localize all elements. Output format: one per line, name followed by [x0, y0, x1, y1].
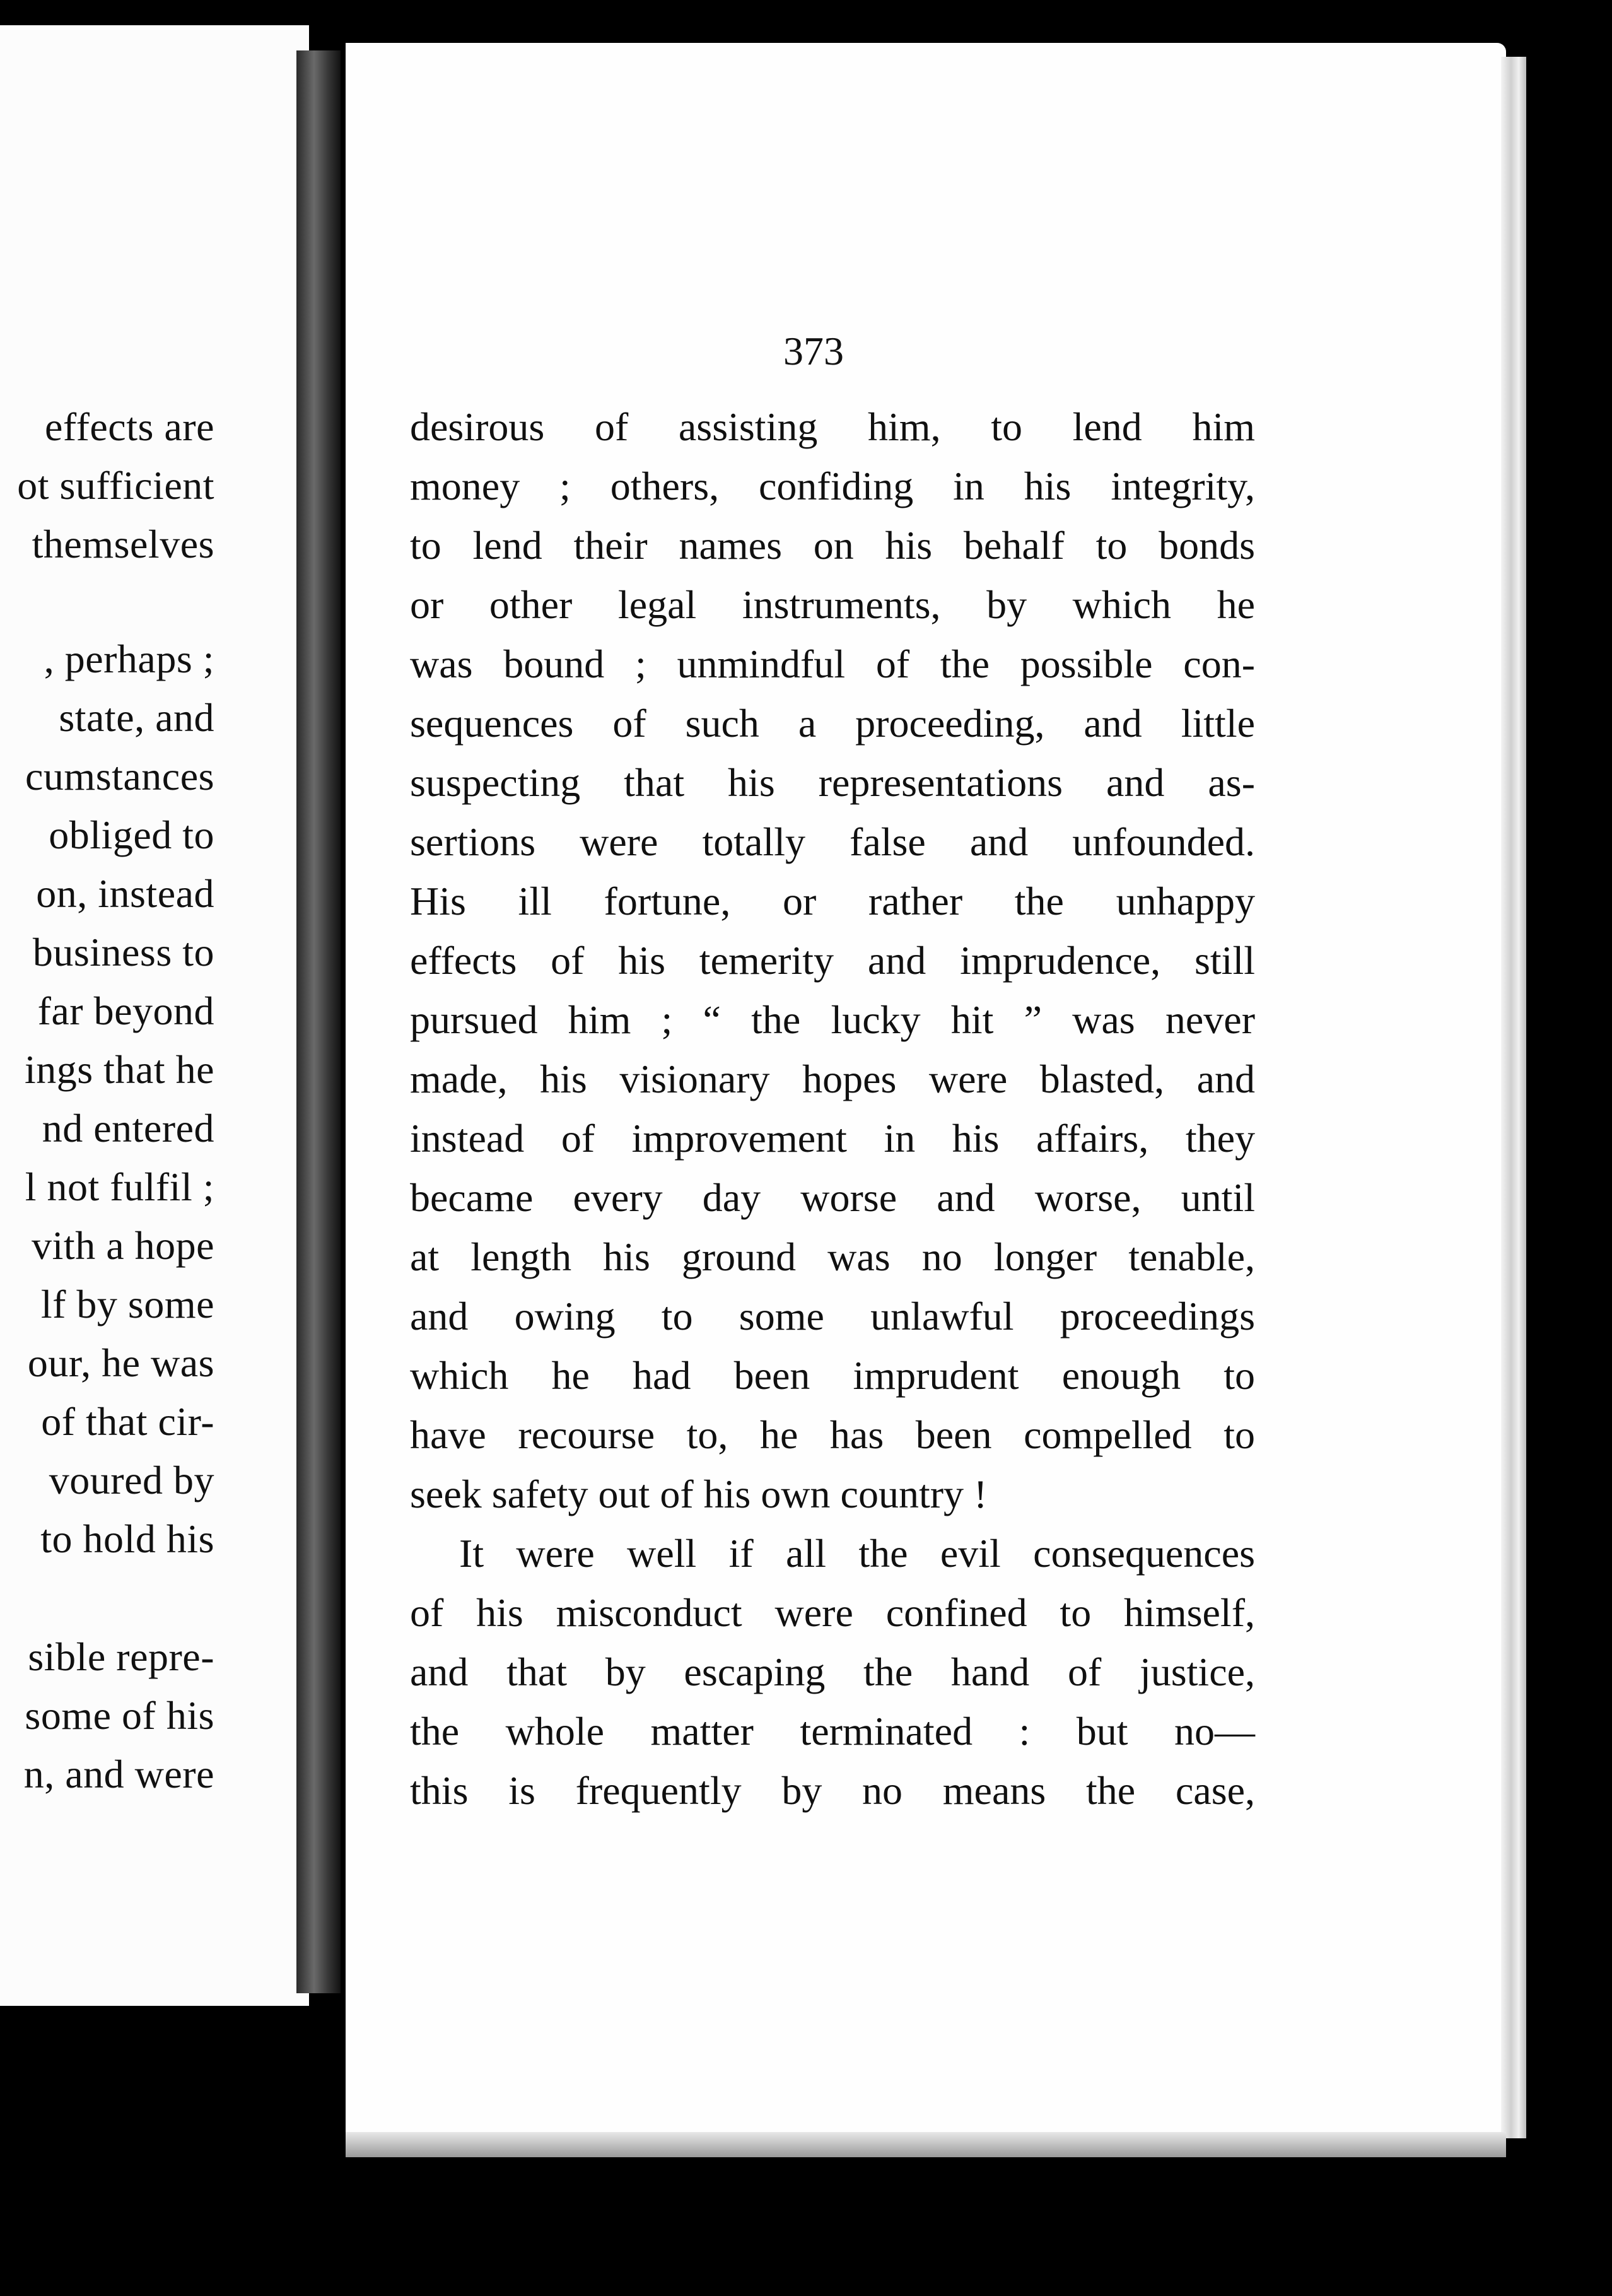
left-page-line: effects are — [45, 404, 214, 449]
left-page-line: voured by — [49, 1458, 214, 1502]
text-line: pursued him ; “ the lucky hit ” was never — [410, 997, 1255, 1042]
left-page-line: nd entered — [42, 1106, 214, 1151]
text-line: this is frequently by no means the case, — [410, 1768, 1255, 1813]
left-page-line: on, instead — [36, 871, 214, 916]
text-line: It were well if all the evil consequences — [459, 1531, 1255, 1576]
left-page-line: lf by some — [40, 1282, 214, 1327]
left-page-line: business to — [32, 930, 214, 975]
text-line: was bound ; unmindful of the possible con- — [410, 641, 1255, 686]
left-page-line: our, he was — [27, 1340, 214, 1385]
text-line: at length his ground was no longer tenable, — [410, 1234, 1255, 1279]
text-line: of his misconduct were confined to himself, — [410, 1590, 1255, 1635]
text-line: seek safety out of his own country ! — [410, 1472, 988, 1516]
text-line: suspecting that his representations and as- — [410, 760, 1255, 805]
left-page-line: obliged to — [49, 812, 214, 857]
text-line: became every day worse and worse, until — [410, 1175, 1255, 1220]
text-line: sertions were totally false and unfounded. — [410, 819, 1255, 864]
page-number: 373 — [783, 329, 844, 373]
left-page-line: far beyond — [37, 988, 214, 1033]
text-line: money ; others, confiding in his integrity, — [410, 464, 1255, 508]
left-page-line: n, and were — [23, 1752, 214, 1796]
text-line: have recourse to, he has been compelled to — [410, 1412, 1255, 1457]
text-line: which he had been imprudent enough to — [410, 1353, 1255, 1398]
body-text — [410, 397, 1255, 1820]
text-line: and owing to some unlawful proceedings — [410, 1294, 1255, 1338]
text-line: to lend their names on his behalf to bonds — [410, 523, 1255, 568]
text-line: desirous of assisting him, to lend him — [410, 404, 1255, 449]
page-edge — [1501, 57, 1526, 2138]
text-line: instead of improvement in his affairs, they — [410, 1116, 1255, 1161]
left-page-line: of that cir- — [41, 1399, 214, 1444]
text-line: His ill fortune, or rather the unhappy — [410, 879, 1255, 923]
page-bottom-shadow — [346, 2132, 1506, 2157]
text-line: and that by escaping the hand of justice, — [410, 1649, 1255, 1694]
left-page-line: themselves — [32, 522, 214, 566]
book-spine — [296, 50, 341, 1993]
text-line: or other legal instruments, by which he — [410, 582, 1255, 627]
left-page-line: l not fulfil ; — [25, 1164, 214, 1209]
left-page-line: to hold his — [40, 1516, 214, 1561]
text-line: effects of his temerity and imprudence, still — [410, 938, 1255, 983]
text-line: the whole matter terminated : but no— — [410, 1709, 1255, 1754]
left-page-line: state, and — [59, 695, 214, 740]
left-page-line: sible repre- — [28, 1634, 214, 1679]
left-page-line: cumstances — [25, 754, 214, 799]
left-page-line: , perhaps ; — [44, 636, 214, 681]
text-line: made, his visionary hopes were blasted, and — [410, 1057, 1255, 1101]
text-line: sequences of such a proceeding, and little — [410, 701, 1255, 746]
left-page-line: vith a hope — [32, 1223, 214, 1268]
left-page-line: ot sufficient — [17, 463, 214, 508]
left-page — [0, 25, 309, 2006]
left-page-line: some of his — [25, 1693, 214, 1738]
left-page-line: ings that he — [24, 1047, 214, 1092]
